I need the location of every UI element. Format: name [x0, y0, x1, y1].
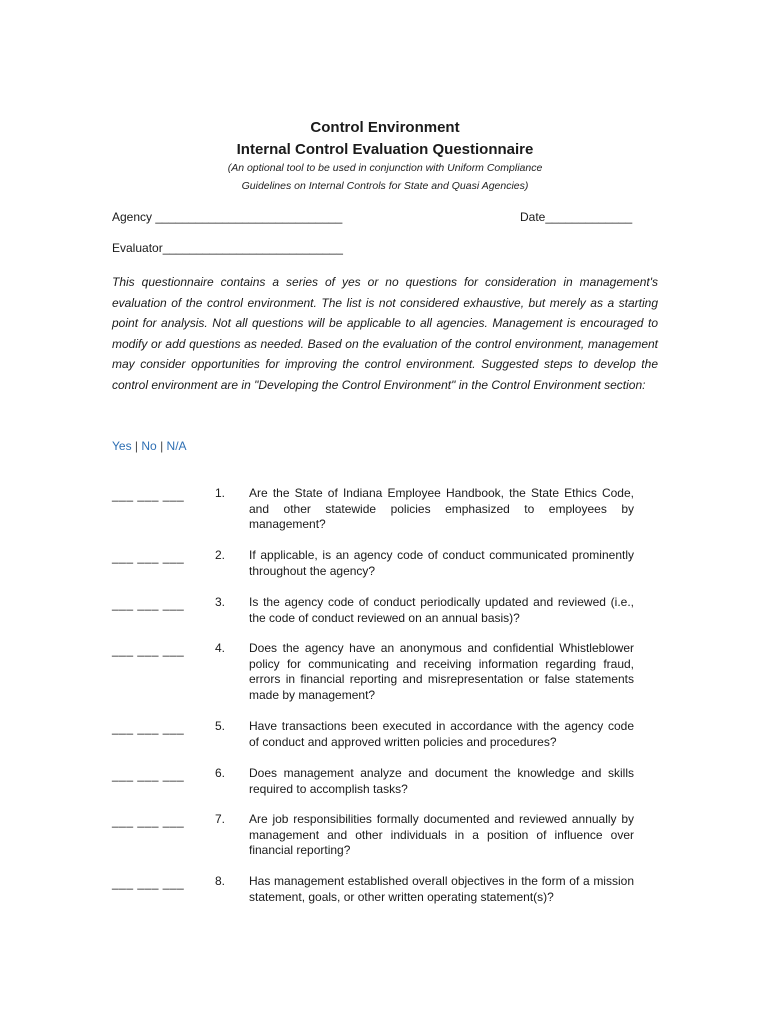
answer-legend — [112, 439, 187, 453]
date-blank[interactable]: _____________ — [545, 210, 633, 224]
answer-blanks[interactable]: ___ ___ ___ — [112, 721, 185, 735]
document-title: Control Environment — [310, 119, 460, 136]
legend-no: No — [141, 439, 157, 453]
answer-blanks[interactable]: ___ ___ ___ — [112, 488, 185, 502]
legend-separator: | — [134, 439, 139, 453]
date-field[interactable] — [520, 210, 632, 224]
agency-label: Agency — [112, 210, 153, 224]
question-number: 5. — [215, 719, 226, 733]
answer-blanks[interactable]: ___ ___ ___ — [112, 876, 185, 890]
legend-na: N/A — [166, 439, 187, 453]
question-number: 2. — [215, 548, 226, 562]
intro-paragraph: This questionnaire contains a series of yes or no questions for consideration in management's evaluation of the control environment. The list is not considered exhaustive, but merely as a starting point for analysis. Not all questions will be applicable to all agencies. Management is encouraged to modify or add questions as needed. Based on the evaluation of the control environment, management may consider opportunities for improving the control environment. Suggested steps to develop the control environment are in "Developing the Control Environment" in the Control Environment section: — [112, 275, 658, 392]
question-number: 6. — [215, 766, 226, 780]
question-text: Has management established overall objectives in the form of a mission statement, goals, or other written operating statement(s)? — [249, 874, 634, 904]
answer-blanks[interactable]: ___ ___ ___ — [112, 643, 185, 657]
evaluator-field[interactable] — [112, 241, 343, 255]
legend-yes: Yes — [112, 439, 132, 453]
document-note-line2: Guidelines on Internal Controls for State and Quasi Agencies) — [241, 180, 529, 192]
answer-blanks[interactable]: ___ ___ ___ — [112, 768, 185, 782]
question-number: 7. — [215, 812, 226, 826]
question-text: Is the agency code of conduct periodically updated and reviewed (i.e., the code of conduct reviewed on an annual basis)? — [249, 595, 634, 625]
agency-field[interactable] — [112, 210, 342, 224]
legend-separator: | — [160, 439, 164, 453]
question-text: Are the State of Indiana Employee Handbook, the State Ethics Code, and other statewide policies emphasized to employees by management? — [249, 486, 634, 531]
question-text: If applicable, is an agency code of conduct communicated prominently throughout the agency? — [249, 548, 634, 578]
question-text: Does the agency have an anonymous and confidential Whistleblower policy for communicating and receiving information regarding fraud, errors in financial reporting and misrepresentation or false statements made by management? — [249, 641, 634, 702]
answer-blanks[interactable]: ___ ___ ___ — [112, 814, 185, 828]
question-text: Have transactions been executed in accordance with the agency code of conduct and approved written policies and procedures? — [249, 719, 634, 749]
document-subtitle-title: Internal Control Evaluation Questionnaire — [236, 141, 534, 158]
question-text: Are job responsibilities formally documented and reviewed annually by management and other individuals in a position of influence over financial reporting? — [249, 812, 634, 857]
answer-blanks[interactable]: ___ ___ ___ — [112, 550, 185, 564]
question-number: 1. — [215, 486, 226, 500]
document-note-line1: (An optional tool to be used in conjunction with Uniform Compliance — [227, 162, 543, 174]
question-number: 4. — [215, 641, 226, 655]
question-number: 3. — [215, 595, 226, 609]
question-number: 8. — [215, 874, 226, 888]
evaluator-label: Evaluator — [112, 241, 163, 255]
date-label: Date — [520, 210, 546, 224]
evaluator-blank[interactable]: ___________________________ — [162, 241, 343, 255]
agency-blank[interactable]: ____________________________ — [155, 210, 343, 224]
answer-blanks[interactable]: ___ ___ ___ — [112, 597, 185, 611]
question-text: Does management analyze and document the knowledge and skills required to accomplish tasks? — [249, 766, 634, 796]
